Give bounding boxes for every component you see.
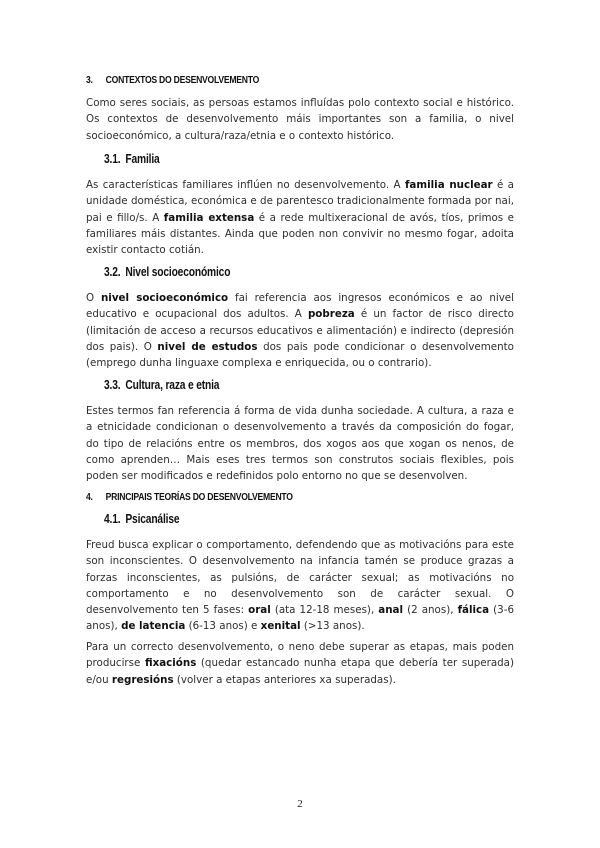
section-title: CONTEXTOS DO DESENVOLVEMENTO <box>105 74 260 86</box>
term-regresions: regresións <box>111 673 174 686</box>
term-fixacions: fixacións <box>144 657 197 670</box>
section-number: 3. <box>86 74 93 86</box>
section-3-1-paragraph: As características familiares inflúen no desenvolvemento. A familia nuclear é a unidade doméstica, económica e de parentesco tradicionalmente formada por nai, pai e fillo/s. A familia extensa é a rede multixeracional de avós, tíos, primos e familiares máis distantes. Ainda que poden non convivir no mesmo fogar, adoita existir contacto cotián. <box>86 179 515 257</box>
term-familia-nuclear: familia nuclear <box>404 179 493 191</box>
section-3-intro: Como seres sociais, as persoas estamos influídas polo contexto social e histórico. Os contextos de desenvolvemento máis importantes son a familia, o nivel socioeconómico, a cultura/raza/etnia e o contexto histórico. <box>86 97 514 142</box>
section-3-3-paragraph: Estes termos fan referencia á forma de vida dunha sociedade. A cultura, a raza e a etnicidade condicionan o desenvolvemento a través da composición do fogar, do tipo de relacións entre os membros, dos xogos aos que xogan os nenos, de como aprenden… Mais eses tres termos son construtos sociais flexibles, pois poden ser modificados e redefinidos polo entorno no que se desenvolven. <box>86 405 514 483</box>
term-falica: fálica <box>457 604 490 617</box>
term-nivel-de-estudos: nivel de estudos <box>157 340 258 353</box>
section-title: Familia <box>125 152 160 166</box>
section-3-2-paragraph: O nivel socioeconómico fai referencia aos ingresos económicos e ao nivel educativo e ocupacional dos adultos. A pobreza é un factor de risco directo (limitación de acceso a recursos educativos e alimentación) e indirecto (depresión dos pais). O nivel de estudos dos pais pode condicionar o desenvolvemento (emprego dunha linguaxe complexa e enriquecida, ou o contrario). <box>86 292 514 370</box>
section-4-1-heading <box>104 512 179 526</box>
term-pobreza: pobreza <box>307 308 355 321</box>
section-3-1-heading <box>104 152 160 166</box>
term-anal: anal <box>378 604 404 617</box>
section-number: 3.1. <box>104 152 121 166</box>
section-3-heading <box>86 74 259 86</box>
section-4-1-paragraph-1: Freud busca explicar o comportamento, defendendo que as motivacións para este son inconscientes. O desenvolvemento na infancia tamén se produce grazas a forzas inconscientes, as pulsións, de carácter sexual; as motivacións no comportamento e no desenvolvemento son de carácter sexual. O desenvolvemento ten 5 fases: oral (ata 12-18 meses), anal (2 anos), fálica (3-6 anos), de latencia (6-13 anos) e xenital (>13 anos). <box>86 539 514 633</box>
page-number: 2 <box>297 798 303 810</box>
section-3-3-heading <box>104 378 219 392</box>
section-3-2-heading <box>104 265 230 279</box>
term-oral: oral <box>248 604 271 617</box>
section-number: 4.1. <box>104 512 121 526</box>
section-title: Nivel socioeconómico <box>125 265 231 279</box>
term-de-latencia: de latencia <box>121 620 186 633</box>
term-xenital: xenital <box>260 620 301 633</box>
section-title: Psicanálise <box>125 512 180 526</box>
term-nivel-socioeconomico: nivel socioeconómico <box>100 292 229 304</box>
section-number: 4. <box>86 491 93 503</box>
section-title: PRINCIPAIS TEORÍAS DO DESENVOLVEMENTO <box>105 491 293 503</box>
section-number: 3.3. <box>104 378 121 392</box>
section-4-heading <box>86 491 293 503</box>
section-number: 3.2. <box>104 265 121 279</box>
term-familia-extensa: familia extensa <box>163 211 255 224</box>
section-title: Cultura, raza e etnia <box>125 378 220 392</box>
section-4-1-paragraph-2: Para un correcto desenvolvemento, o neno debe superar as etapas, mais poden producirse fixacións (quedar estancado nunha etapa que debería ter superada) e/ou regresións (volver a etapas anteriores xa superadas). <box>86 641 514 686</box>
